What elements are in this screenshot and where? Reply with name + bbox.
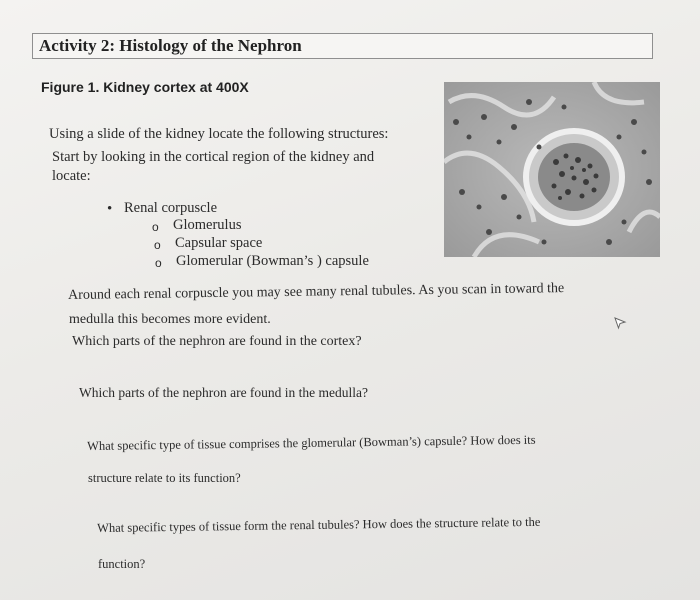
bullet-dot-icon: • [107,201,113,217]
question-cortex: Which parts of the nephron are found in the cortex? [72,334,362,349]
question-medulla: Which parts of the nephron are found in the medulla? [79,385,369,400]
structure-capsular-space: Capsular space [175,235,263,251]
paragraph-line-1: Around each renal corpuscle you may see many renal tubules. As you scan in toward the [68,281,565,303]
hollow-circle-icon: o [155,256,162,270]
structure-bowmans-capsule: Glomerular (Bowman’s ) capsule [176,253,369,269]
kidney-cortex-micrograph [444,82,660,257]
hollow-circle-icon: o [152,220,159,234]
paragraph-line-2: medulla this becomes more evident. [69,312,271,327]
intro-line-3: locate: [52,168,91,184]
intro-line-1: Using a slide of the kidney locate the following structures: [49,126,389,142]
activity-title-box [32,33,653,59]
hollow-circle-icon: o [154,238,161,252]
question-bowmans-capsule-line-2: structure relate to its function? [88,471,241,485]
mouse-pointer-icon [613,316,627,330]
structure-glomerulus: Glomerulus [173,217,242,233]
question-renal-tubules-line-1: What specific types of tissue form the renal tubules? How does the structure relate to the [97,514,541,535]
question-bowmans-capsule-line-1: What specific type of tissue comprises the glomerular (Bowman’s) capsule? How does its [87,432,536,453]
structure-renal-corpuscle: Renal corpuscle [124,200,218,216]
figure-caption: Figure 1. Kidney cortex at 400X [41,79,249,95]
intro-line-2: Start by looking in the cortical region of the kidney and [52,149,375,165]
question-renal-tubules-line-2: function? [98,557,146,571]
activity-title: Activity 2: Histology of the Nephron [39,36,302,55]
